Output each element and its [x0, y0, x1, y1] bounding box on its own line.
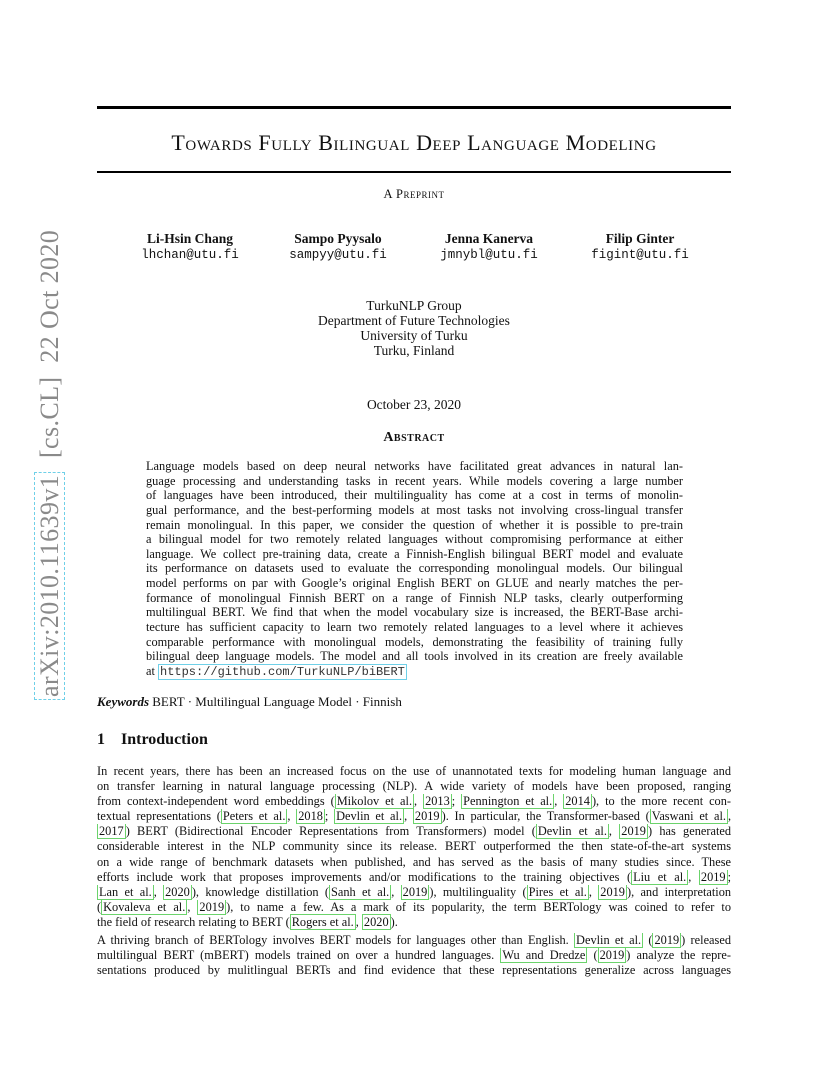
citation-link[interactable]: Devlin et al.: [336, 809, 403, 824]
paper-date: October 23, 2020: [366, 397, 462, 412]
citation-link[interactable]: 2019: [402, 884, 428, 899]
citation-link[interactable]: Liu et al.: [633, 869, 687, 884]
paragraph-line: [97, 764, 731, 779]
citation-link[interactable]: 2019: [600, 884, 625, 899]
paragraph-text: (: [643, 933, 653, 947]
abstract-line: multilingual BERT. We find that when the model vocabulary size is increased, the BERT-Base archi-: [146, 605, 683, 620]
abstract-line: remain monolingual. In this paper, we consider the question of whether it is possible to pre-train: [146, 517, 683, 532]
citation-link[interactable]: 2019: [700, 869, 726, 884]
paragraph-text: ,: [688, 869, 699, 884]
paragraph-text: ,: [391, 884, 401, 899]
abstract-line: of languages have been introduced, their multilinguality has come at a cost in terms of monolin-: [146, 488, 683, 503]
paragraph-text: ,: [187, 899, 198, 914]
paragraph-text: ,: [404, 809, 413, 824]
citation-link[interactable]: 2018: [298, 809, 323, 824]
intro-paragraph: [97, 933, 731, 978]
title-rule-top: [97, 106, 731, 109]
paragraph-text: ,: [153, 884, 164, 899]
paragraph-text: In recent years, there has been an increased focus on the use of unannotated texts for modeling human language and: [97, 764, 731, 778]
paragraph-text: ). In particular, the Transformer-based (: [441, 809, 650, 824]
citation-link[interactable]: Pires et al.: [528, 884, 587, 899]
citation-link[interactable]: Mikolov et al.: [336, 794, 413, 809]
paragraph-text: ;: [727, 869, 731, 884]
arxiv-id-link[interactable]: arXiv:2010.11639v1: [34, 472, 65, 700]
paragraph-line: [97, 948, 731, 963]
code-url-link[interactable]: https://github.com/TurkuNLP/biBERT: [160, 664, 405, 679]
citation-link[interactable]: 2019: [654, 933, 680, 947]
paragraph-line: [97, 885, 731, 900]
abstract-line: guage processing and understanding tasks in recent years. While models covering a large number: [146, 473, 683, 488]
paragraph-text: ) has generated: [647, 824, 731, 839]
abstract-body: [146, 459, 683, 679]
preprint-label: A Preprint: [383, 187, 445, 201]
author-block: [404, 231, 574, 263]
paragraph-text: on transfer learning in natural language processing (NLP). A wide variety of models have been proposed, ranging: [97, 779, 731, 794]
paragraph-text: ) analyze the repre-: [626, 948, 731, 963]
affiliation-university: University of Turku: [360, 328, 468, 343]
paragraph-text: considerable interest in the NLP community since its release. BERT outperformed the then state-of-the-art systems: [97, 839, 731, 854]
abstract-line: tecture has sufficient capacity to learn two remotely related languages to a level where it achieves: [146, 620, 683, 635]
paragraph-line: [97, 794, 731, 809]
abstract-line: Language models based on deep neural networks have facilitated great advances in natural lan-: [146, 459, 683, 473]
citation-link[interactable]: 2020: [363, 914, 389, 929]
section-heading: [97, 731, 208, 749]
author-name: Jenna Kanerva: [444, 231, 534, 246]
citation-link[interactable]: 2014: [565, 794, 590, 809]
author-name: Sampo Pyysalo: [294, 231, 382, 246]
paragraph-line: [97, 855, 731, 870]
paragraph-text: ), and interpretation: [626, 884, 731, 899]
author-block: [105, 231, 275, 263]
intro-paragraph: [97, 764, 731, 930]
paragraph-line: [97, 870, 731, 885]
citation-link[interactable]: 2019: [621, 824, 646, 839]
paragraph-line: [97, 809, 731, 824]
affiliation-group: TurkuNLP Group: [366, 298, 462, 313]
paragraph-text: sentations produced by mulitlingual BERTs and find evidence that these representations generalize across languages: [97, 963, 731, 978]
paragraph-line: [97, 824, 731, 839]
abstract-line: gual performance, and the best-performing models at most tasks not involving cross-lingual transfer: [146, 502, 683, 517]
abstract-heading: Abstract: [383, 430, 445, 445]
paragraph-text: ,: [355, 914, 362, 929]
paragraph-text: ) released: [681, 933, 731, 947]
paragraph-text: ;: [451, 794, 462, 809]
paragraph-text: ,: [414, 794, 424, 809]
paragraph-text: ).: [390, 914, 398, 929]
citation-link[interactable]: 2019: [199, 899, 225, 914]
citation-link[interactable]: 2019: [599, 948, 625, 963]
citation-link[interactable]: 2013: [425, 794, 450, 809]
citation-link[interactable]: Vaswani et al.: [651, 809, 726, 824]
author-email[interactable]: jmnybl@utu.fi: [440, 248, 538, 262]
paragraph-text: ;: [324, 809, 335, 824]
keywords-list: BERT · Multilingual Language Model · Finnish: [149, 694, 402, 709]
paragraph-line: [97, 933, 731, 948]
abstract-line: language. We collect pre-training data, create a Finnish-English bilingual BERT model and evaluate: [146, 546, 683, 561]
abstract-line: a bilingual model for two remotely related languages without compromising performance at either: [146, 532, 683, 547]
paragraph-text: ,: [608, 824, 620, 839]
paragraph-line: [97, 900, 731, 915]
paragraph-line: [97, 915, 731, 930]
paragraph-text: (: [587, 948, 598, 963]
author-name: Filip Ginter: [605, 231, 675, 246]
paper-title: Towards Fully Bilingual Deep Language Modeling: [171, 130, 657, 155]
title-rule-bottom: [97, 171, 731, 173]
abstract-line: [146, 664, 683, 679]
keywords: [97, 694, 402, 710]
paragraph-text: the field of research relating to BERT (: [97, 914, 290, 929]
citation-link[interactable]: Peters et al.: [222, 809, 286, 824]
arxiv-category-date: [cs.CL] 22 Oct 2020: [35, 229, 64, 472]
author-email[interactable]: sampyy@utu.fi: [289, 248, 387, 262]
section-number: 1: [97, 731, 105, 748]
abstract-line: bilingual deep language models. The model and all tools involved in its creation are freely available: [146, 649, 683, 664]
paragraph-text: ), knowledge distillation (: [191, 884, 330, 899]
abstract-line: its performance on datasets used to evaluate the corresponding monolingual models. Our bilingual: [146, 561, 683, 576]
affiliation-department: Department of Future Technologies: [318, 313, 510, 328]
keywords-label: Keywords: [97, 694, 149, 709]
paragraph-text: from context-independent word embeddings (: [97, 794, 335, 809]
author-name: Li-Hsin Chang: [147, 231, 233, 246]
author-email[interactable]: figint@utu.fi: [591, 248, 689, 262]
section-title: Introduction: [121, 731, 208, 748]
abstract-line: model performs on par with Google’s original English BERT on GLUE and nearly matches the per-: [146, 576, 683, 591]
paragraph-text: (: [97, 899, 102, 914]
paragraph-text: ,: [554, 794, 564, 809]
citation-link[interactable]: 2017: [99, 824, 124, 839]
affiliation: [97, 298, 731, 358]
citation-link[interactable]: Kovaleva et al.: [103, 899, 186, 914]
paragraph-text: ,: [727, 809, 731, 824]
abstract-text: at: [146, 663, 158, 678]
citation-link[interactable]: Wu and Dredze: [502, 948, 586, 963]
paragraph-text: on a wide range of benchmark datasets when published, and has served as the basis of many studies since. These: [97, 854, 731, 869]
paragraph-line: [97, 839, 731, 854]
paragraph-text: efforts include work that proposes improvements and/or modifications to the training objectives (: [97, 869, 632, 884]
citation-link[interactable]: 2019: [414, 809, 440, 824]
arxiv-stamp: [35, 230, 65, 700]
affiliation-city: Turku, Finland: [373, 343, 455, 358]
paragraph-text: ,: [588, 884, 599, 899]
paragraph-line: [97, 779, 731, 794]
paragraph-text: ,: [287, 809, 297, 824]
author-block: [555, 231, 725, 263]
author-email[interactable]: lhchan@utu.fi: [141, 248, 239, 262]
paragraph-line: [97, 963, 731, 978]
abstract-line: formance of monolingual Finnish BERT on a range of Finnish NLP tasks, clearly outperforming: [146, 590, 683, 605]
citation-link[interactable]: Pennington et al.: [463, 794, 553, 809]
author-block: [253, 231, 423, 263]
paragraph-text: A thriving branch of BERTology involves BERT models for languages other than English.: [97, 933, 575, 947]
citation-link[interactable]: Lan et al.: [99, 884, 152, 899]
paragraph-text: textual representations (: [97, 809, 221, 824]
citation-link[interactable]: Devlin et al.: [537, 824, 607, 839]
paragraph-text: multilingual BERT (mBERT) models trained on over a hundred languages.: [97, 948, 501, 963]
paragraph-text: ), to the more recent con-: [591, 794, 731, 809]
abstract-line: comparable performance with monolingual models, demonstrating the feasibility of training fully: [146, 634, 683, 649]
paragraph-text: ) BERT (Bidirectional Encoder Representations from Transformers) model (: [125, 824, 536, 839]
citation-link[interactable]: Sanh et al.: [331, 884, 390, 899]
citation-link[interactable]: Rogers et al.: [291, 914, 354, 929]
paragraph-text: ), to name a few. As a mark of its popularity, the term BERTology was coined to refer to: [226, 899, 731, 914]
citation-link[interactable]: 2020: [165, 884, 190, 899]
citation-link[interactable]: Devlin et al.: [576, 933, 642, 947]
paragraph-text: ), multilinguality (: [429, 884, 527, 899]
